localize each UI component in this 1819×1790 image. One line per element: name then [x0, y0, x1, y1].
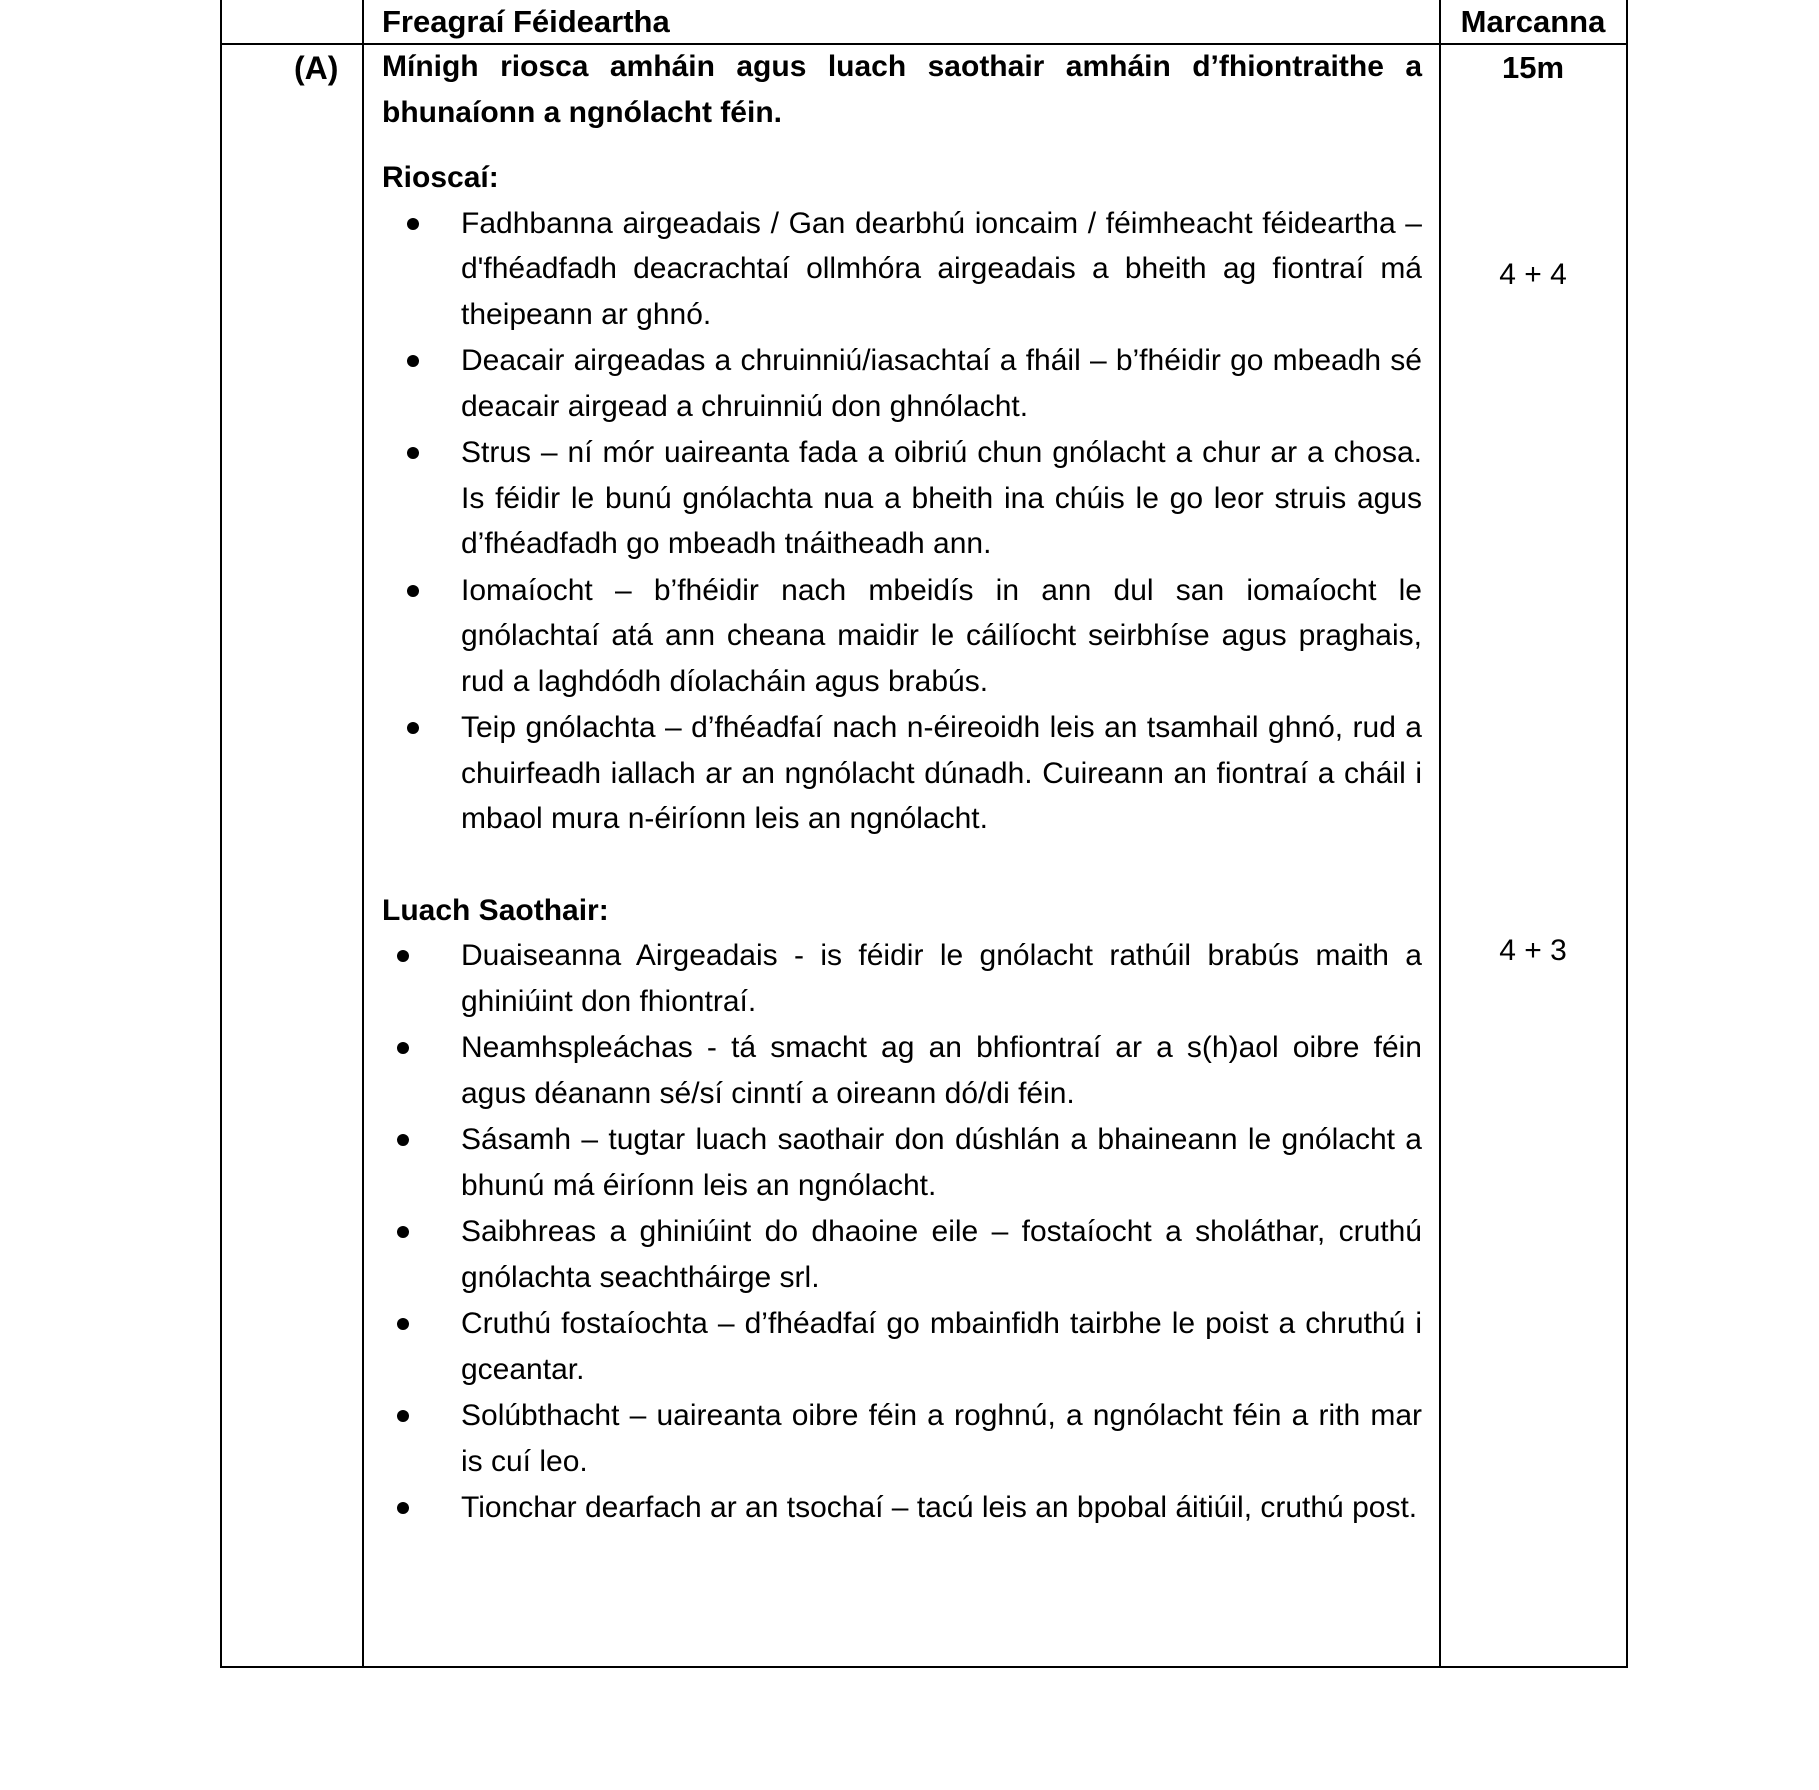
list-item — [382, 1393, 1422, 1484]
table-divider-marks — [1439, 0, 1441, 1668]
list-item-text: Saibhreas a ghiniúint do dhaoine eile – fostaíocht a sholáthar, cruthú gnólachta seachtháirge srl. — [461, 1215, 1422, 1294]
part-label: (A) — [294, 50, 339, 86]
list-item — [382, 1209, 1422, 1300]
bullet-icon — [397, 1042, 409, 1054]
bullet-icon — [407, 218, 419, 230]
list-item-text: Duaiseanna Airgeadais - is féidir le gnólacht rathúil brabús maith a ghiniúint don fhiontraí. — [461, 939, 1422, 1018]
column-header-answers: Freagraí Féideartha — [382, 4, 670, 39]
list-item — [382, 1301, 1422, 1392]
list-item — [382, 1117, 1422, 1208]
rewards-heading: Luach Saothair: — [382, 893, 609, 927]
question-text: Mínigh riosca amháin agus luach saothair amháin d’fhiontraithe a bhunaíonn a ngnólacht féin. — [382, 50, 1422, 129]
list-item — [382, 933, 1422, 1024]
list-item — [382, 201, 1422, 338]
list-item — [382, 705, 1422, 842]
list-item-text: Deacair airgeadas a chruinniú/iasachtaí a fháil – b’fhéidir go mbeadh sé deacair airgead a chruinniú don ghnólacht. — [461, 344, 1422, 423]
bullet-icon — [397, 1410, 409, 1422]
list-item — [382, 430, 1422, 567]
total-marks: 15m — [1501, 50, 1565, 85]
column-header-marks: Marcanna — [1460, 4, 1606, 39]
table-border-right — [1626, 0, 1628, 1668]
list-item-text: Teip gnólachta – d’fhéadfaí nach n-éireoidh leis an tsamhail ghnó, rud a chuirfeadh iallach ar an ngnólacht dúnadh. Cuireann an fiontraí a cháil i mbaol mura n-éiríonn leis an ngnólacht. — [461, 711, 1422, 835]
bullet-icon — [397, 1502, 409, 1514]
list-item — [382, 568, 1422, 705]
bullet-icon — [397, 1318, 409, 1330]
rewards-marks: 4 + 3 — [1499, 934, 1567, 967]
list-item — [382, 338, 1422, 429]
table-border-left — [220, 0, 222, 1668]
list-item-text: Cruthú fostaíochta – d’fhéadfaí go mbainfidh tairbhe le poist a chruthú i gceantar. — [461, 1307, 1422, 1386]
bullet-icon — [407, 722, 419, 734]
list-item-text: Sásamh – tugtar luach saothair don dúshlán a bhaineann le gnólacht a bhunú má éiríonn leis an ngnólacht. — [461, 1123, 1422, 1202]
bullet-icon — [407, 447, 419, 459]
list-item — [382, 1485, 1422, 1531]
list-item-text: Solúbthacht – uaireanta oibre féin a roghnú, a ngnólacht féin a rith mar is cuí leo. — [461, 1399, 1422, 1478]
risks-list — [382, 201, 1422, 842]
risks-marks: 4 + 4 — [1499, 258, 1567, 291]
list-item — [382, 1025, 1422, 1116]
bullet-icon — [407, 585, 419, 597]
risks-heading: Rioscaí: — [382, 161, 499, 194]
rewards-list — [382, 933, 1422, 1531]
list-item-text: Strus – ní mór uaireanta fada a oibriú chun gnólacht a chur ar a chosa. Is féidir le bunú gnólachta nua a bheith ina chúis le go leor struis agus d’fhéadfadh go mbeadh tnáitheadh ann. — [461, 436, 1422, 560]
table-border-bottom — [221, 1666, 1627, 1668]
answer-content — [382, 44, 1422, 1532]
table-divider-label — [362, 0, 364, 1668]
bullet-icon — [407, 355, 419, 367]
list-item-text: Neamhspleáchas - tá smacht ag an bhfiontraí ar a s(h)aol oibre féin agus déanann sé/sí cinntí a oireann dó/di féin. — [461, 1031, 1422, 1110]
bullet-icon — [397, 950, 409, 962]
list-item-text: Tionchar dearfach ar an tsochaí – tacú leis an bpobal áitiúil, cruthú post. — [461, 1491, 1418, 1524]
bullet-icon — [397, 1226, 409, 1238]
bullet-icon — [397, 1134, 409, 1146]
list-item-text: Fadhbanna airgeadais / Gan dearbhú ioncaim / féimheacht féideartha – d'fhéadfadh deacrachtaí ollmhóra airgeadais a bheith ag fiontraí má theipeann ar ghnó. — [461, 206, 1422, 331]
list-item-text: Iomaíocht – b’fhéidir nach mbeidís in ann dul san iomaíocht le gnólachtaí atá ann cheana maidir le cáilíocht seirbhíse agus praghais, rud a laghdódh díolacháin agus brabús. — [461, 573, 1422, 698]
